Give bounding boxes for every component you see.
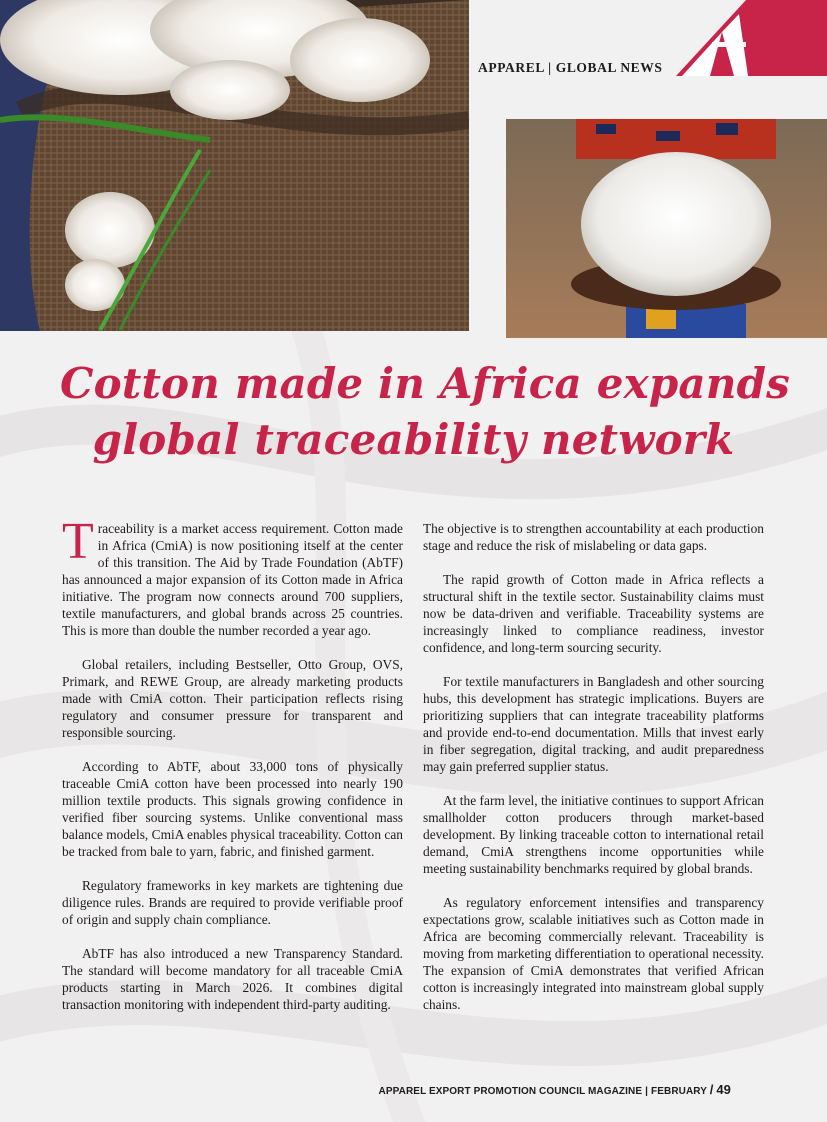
page-number: 49: [716, 1082, 731, 1097]
paragraph: Traceability is a market access requirement. Cotton made in Africa (CmiA) is now positioning itself at the center of this transition. The Aid by Trade Foundation (AbTF) has announced a major expansion of its Cotton made in Africa initiative. The program now connects around 700 suppliers, textile manufacturers, and global brands across 25 countries. This is more than double the number recorded a year ago.: [62, 513, 403, 638]
magazine-name: APPAREL EXPORT PROMOTION COUNCIL MAGAZINE: [378, 1086, 643, 1097]
article-left-column: [62, 513, 403, 1030]
page-footer: [379, 1082, 731, 1097]
paragraph: The objective is to strengthen accountability at each production stage and reduce the risk of mislabeling or data gaps.: [423, 521, 764, 553]
title-line-1: Cotton made in Africa expands: [60, 359, 790, 408]
paragraph: Regulatory frameworks in key markets are tightening due diligence rules. Brands are required to provide verifiable proof of origin and supply chain compliance.: [62, 878, 403, 927]
title-line-2: global traceability network: [92, 415, 735, 464]
paragraph: At the farm level, the initiative continues to support African smallholder cotton producers through market-based development. By linking traceable cotton to international retail demand, CmiA strengthens income opportunities while meeting sustainability benchmarks required by global brands.: [423, 793, 764, 876]
drop-cap: T: [62, 513, 94, 570]
paragraph: As regulatory enforcement intensifies and transparency expectations grow, scalable initiatives such as Cotton made in Africa are becoming commercially relevant. Traceability is moving from marketing differentiation to operational necessity. The expansion of CmiA demonstrates that verified African cotton is increasingly integrated into mainstream global supply chains.: [423, 895, 764, 1012]
hands-cotton-photo: [506, 119, 827, 338]
paragraph: For textile manufacturers in Bangladesh and other sourcing hubs, this development has strategic implications. Buyers are prioritizing suppliers that can integrate traceability platforms and provide end-to-end documentation. Mills that invest early in fiber segregation, digital tracking, and audit preparedness may gain preferred supplier status.: [423, 674, 764, 774]
paragraph: Global retailers, including Bestseller, Otto Group, OVS, Primark, and REWE Group, are already marketing products made with CmiA cotton. Their participation reflects rising regulatory and consumer pressure for transparent and responsible sourcing.: [62, 657, 403, 740]
issue-month: FEBRUARY: [651, 1086, 707, 1097]
cotton-sack-photo: [0, 0, 469, 331]
section-label: APPAREL | GLOBAL NEWS: [478, 60, 663, 75]
article-right-column: [423, 520, 764, 1030]
paragraph: AbTF has also introduced a new Transparency Standard. The standard will become mandatory for all traceable CmiA products starting in March 2026. It combines digital transaction monitoring with independent third-party auditing.: [62, 946, 403, 1012]
article-title: [60, 356, 790, 468]
paragraph: According to AbTF, about 33,000 tons of physically traceable CmiA cotton have been processed into nearly 190 million textile products. This signals growing confidence in verified fiber sourcing systems. Unlike conventional mass balance models, CmiA enables physical traceability. Cotton can be tracked from bale to yarn, fabric, and finished garment.: [62, 759, 403, 859]
magazine-logo-icon: [676, 0, 827, 76]
paragraph: The rapid growth of Cotton made in Africa reflects a structural shift in the textile sector. Sustainability claims must now be data-driven and verifiable. Traceability systems are increasingly linked to compliance readiness, investor confidence, and long-term sourcing security.: [423, 572, 764, 655]
page-separator: /: [709, 1082, 714, 1097]
footer-separator: |: [645, 1086, 649, 1097]
